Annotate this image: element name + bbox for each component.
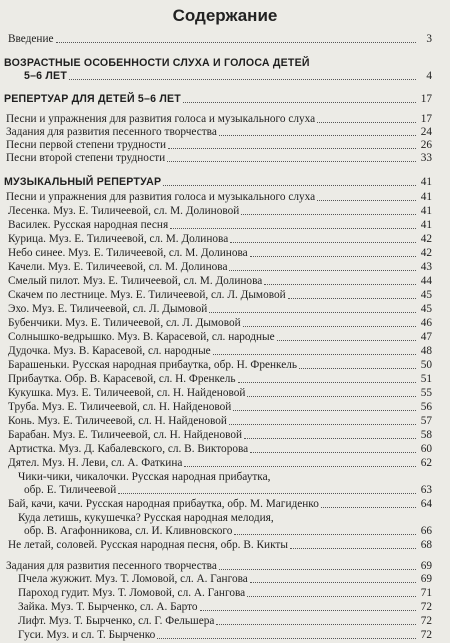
dot-leader xyxy=(299,368,416,369)
toc-entry-title: Смелый пилот. Муз. Е. Тиличеевой, сл. М. Долинова xyxy=(8,275,263,287)
toc-page-number: 62 xyxy=(420,457,432,469)
toc-entry[interactable] xyxy=(0,601,450,614)
toc-entry[interactable] xyxy=(0,345,450,358)
toc-page-number: 26 xyxy=(420,139,432,151)
toc-entry-title: Песни второй степени трудности xyxy=(6,152,166,164)
dot-leader xyxy=(184,466,416,467)
page-title: Содержание xyxy=(172,6,278,25)
toc-entry[interactable] xyxy=(0,275,450,288)
toc-entry-title: Лесенка. Муз. Е. Тиличеевой, сл. М. Долиновой xyxy=(8,205,240,217)
toc-entry[interactable] xyxy=(0,261,450,274)
toc-page-number: 41 xyxy=(420,205,432,217)
toc-entry-title: Песни и упражнения для развития голоса и музыкального слуха xyxy=(6,113,316,125)
dot-leader xyxy=(213,354,416,355)
toc-entry-title: Задания для развития песенного творчества xyxy=(6,560,217,572)
toc-entry-title: Кукушка. Муз. Е. Тиличеевой, сл. Н. Найденовой xyxy=(8,387,246,399)
toc-page-number: 17 xyxy=(420,93,432,105)
toc-entry-title: Эхо. Муз. Е. Тиличеевой, сл. Л. Дымовой xyxy=(8,303,208,315)
toc-entry[interactable] xyxy=(0,93,450,106)
dot-leader xyxy=(183,102,416,103)
dot-leader xyxy=(200,610,416,611)
toc-entry-title: Пароход гудит. Муз. Т. Ломовой, сл. А. Гангова xyxy=(18,587,246,599)
toc-page-number: 51 xyxy=(420,373,432,385)
toc-entry[interactable] xyxy=(0,219,450,232)
toc-entry-title: Труба. Муз. Е. Тиличеевой, сл. Н. Найденовой xyxy=(8,401,232,413)
toc-page-number: 33 xyxy=(420,152,432,164)
toc-entry[interactable] xyxy=(0,152,450,165)
dot-leader xyxy=(238,382,416,383)
toc-page-number: 45 xyxy=(420,303,432,315)
toc-page-number: 17 xyxy=(420,113,432,125)
toc-page-number: 41 xyxy=(420,191,432,203)
toc-page-number: 56 xyxy=(420,401,432,413)
toc-page-number: 69 xyxy=(420,573,432,585)
dot-leader xyxy=(244,438,416,439)
toc-entry-title: Не летай, соловей. Русская народная песня, обр. В. Кикты xyxy=(8,539,288,551)
toc-page-number: 43 xyxy=(420,261,432,273)
toc-entry[interactable] xyxy=(0,139,450,152)
toc-entry[interactable] xyxy=(0,113,450,126)
toc-entry[interactable] xyxy=(0,401,450,414)
toc-entry[interactable] xyxy=(0,539,450,552)
dot-leader xyxy=(243,326,416,327)
toc-entry[interactable] xyxy=(0,233,450,246)
dot-leader xyxy=(247,596,416,597)
toc-page-number: 55 xyxy=(420,387,432,399)
dot-leader xyxy=(170,228,416,229)
toc-page-number: 63 xyxy=(420,484,432,496)
toc-page-number: 44 xyxy=(420,275,432,287)
toc-page-number: 72 xyxy=(420,601,432,613)
dot-leader xyxy=(290,548,416,549)
toc-entry-title: Качели. Муз. Е. Тиличеевой, сл. М. Долинова xyxy=(8,261,228,273)
toc-page-number: 41 xyxy=(420,176,432,188)
toc-entry[interactable] xyxy=(0,615,450,628)
toc-entry[interactable] xyxy=(0,359,450,372)
toc-page-number: 58 xyxy=(420,429,432,441)
toc-entry[interactable] xyxy=(0,57,450,70)
toc-entry-title: Бай, качи, качи. Русская народная прибаутка, обр. М. Магиденко xyxy=(8,498,319,510)
toc-entry-title: 5–6 ЛЕТ xyxy=(24,70,67,82)
dot-leader xyxy=(288,298,416,299)
toc-page-number: 42 xyxy=(420,233,432,245)
dot-leader xyxy=(250,452,416,453)
toc-entry-title: Лифт. Муз. Т. Бырченко, сл. Г. Фельшерa xyxy=(18,615,215,627)
dot-leader xyxy=(229,424,416,425)
dot-leader xyxy=(219,135,416,136)
toc-entry[interactable] xyxy=(0,525,450,538)
dot-leader xyxy=(118,493,416,494)
toc-entry[interactable] xyxy=(0,415,450,428)
toc-entry-title: Прибаутка. Обр. В. Карасевой, сл. Н. Френкель xyxy=(8,373,236,385)
toc-entry-title: Гуси. Муз. и сл. Т. Бырченко xyxy=(18,629,156,641)
toc-entry[interactable] xyxy=(0,512,450,525)
toc-entry[interactable] xyxy=(0,484,450,497)
toc-entry[interactable] xyxy=(0,443,450,456)
toc-page-number: 66 xyxy=(420,525,432,537)
toc-page-number: 45 xyxy=(420,289,432,301)
toc-page-number: 69 xyxy=(420,560,432,572)
toc-page-number: 50 xyxy=(420,359,432,371)
dot-leader xyxy=(250,256,416,257)
toc-page-number: 4 xyxy=(426,70,432,82)
toc-entry-title: ВОЗРАСТНЫЕ ОСОБЕННОСТИ СЛУХА И ГОЛОСА ДЕТЕЙ xyxy=(4,57,310,69)
dot-leader xyxy=(321,507,416,508)
dot-leader xyxy=(247,396,416,397)
toc-entry-title: Песни и упражнения для развития голоса и музыкального слуха xyxy=(6,191,316,203)
toc-entry[interactable] xyxy=(0,331,450,344)
toc-page-number: 60 xyxy=(420,443,432,455)
toc-entry[interactable] xyxy=(0,573,450,586)
dot-leader xyxy=(157,638,416,639)
toc-entry-title: Василек. Русская народная песня xyxy=(8,219,169,231)
toc-page-number: 3 xyxy=(426,33,432,45)
toc-entry-title: Скачем по лестнице. Муз. Е. Тиличеевой, сл. Л. Дымовой xyxy=(8,289,286,301)
toc-entry[interactable] xyxy=(0,373,450,386)
dot-leader xyxy=(163,185,416,186)
toc-entry-title: Барабан. Муз. Е. Тиличеевой, сл. Н. Найденовой xyxy=(8,429,243,441)
dot-leader xyxy=(167,161,416,162)
toc-entry[interactable] xyxy=(0,429,450,442)
toc-entry[interactable] xyxy=(0,629,450,642)
toc-entry-title: Дятел. Муз. Н. Леви, сл. А. Фаткина xyxy=(8,457,183,469)
toc-entry-title: Конь. Муз. Е. Тиличеевой, сл. Н. Найденовой xyxy=(8,415,227,427)
toc-entry[interactable] xyxy=(0,33,450,46)
toc-entry-title: обр. В. Агафонникова, сл. И. Кливновского xyxy=(24,525,233,537)
dot-leader xyxy=(264,284,416,285)
toc-entry-title: МУЗЫКАЛЬНЫЙ РЕПЕРТУАР xyxy=(4,176,162,188)
toc-entry[interactable] xyxy=(0,317,450,330)
toc-page-number: 42 xyxy=(420,247,432,259)
toc-entry[interactable] xyxy=(0,70,450,83)
toc-entry[interactable] xyxy=(0,205,450,218)
toc-entry-title: Артистка. Муз. Д. Кабалевского, сл. В. Викторова xyxy=(8,443,249,455)
toc-entry[interactable] xyxy=(0,126,450,139)
toc-page-number: 41 xyxy=(420,219,432,231)
dot-leader xyxy=(234,534,416,535)
dot-leader xyxy=(56,42,416,43)
toc-page-number: 71 xyxy=(420,587,432,599)
toc-entry-title: Куда летишь, кукушечка? Русская народная мелодия, xyxy=(18,512,274,524)
toc-entry-title: Введение xyxy=(8,33,54,45)
toc-entry[interactable] xyxy=(0,176,450,189)
toc-entry[interactable] xyxy=(0,387,450,400)
toc-entry-title: Бубенчики. Муз. Е. Тиличеевой, сл. Л. Дымовой xyxy=(8,317,241,329)
dot-leader xyxy=(277,340,416,341)
dot-leader xyxy=(168,148,416,149)
toc-entry-title: Солнышко-ведрышко. Муз. В. Карасевой, сл. народные xyxy=(8,331,275,343)
dot-leader xyxy=(317,200,416,201)
toc-page-number: 68 xyxy=(420,539,432,551)
toc-entry[interactable] xyxy=(0,560,450,573)
toc-entry-title: Чики-чики, чикалочки. Русская народная прибаутка, xyxy=(18,471,271,483)
dot-leader xyxy=(241,214,416,215)
toc-page-number: 64 xyxy=(420,498,432,510)
toc-page-number: 47 xyxy=(420,331,432,343)
dot-leader xyxy=(69,79,416,80)
dot-leader xyxy=(250,582,416,583)
dot-leader xyxy=(317,122,416,123)
toc-entry-title: Задания для развития песенного творчества xyxy=(6,126,217,138)
toc-entry[interactable] xyxy=(0,289,450,302)
toc-entry[interactable] xyxy=(0,457,450,470)
dot-leader xyxy=(233,410,416,411)
toc-entry[interactable] xyxy=(0,587,450,600)
toc-entry-title: обр. Е. Тиличеевой xyxy=(24,484,117,496)
toc-entry[interactable] xyxy=(0,191,450,204)
dot-leader xyxy=(209,312,416,313)
toc-entry-title: Пчела жужжит. Муз. Т. Ломовой, сл. А. Гангова xyxy=(18,573,248,585)
toc-entry[interactable] xyxy=(0,303,450,316)
toc-entry[interactable] xyxy=(0,247,450,260)
toc-entry-title: Небо синее. Муз. Е. Тиличеевой, сл. М. Долинова xyxy=(8,247,248,259)
dot-leader xyxy=(229,270,416,271)
toc-page-number: 57 xyxy=(420,415,432,427)
toc-entry-title: Зайка. Муз. Т. Бырченко, сл. А. Барто xyxy=(18,601,198,613)
toc-page-number: 24 xyxy=(420,126,432,138)
toc-page-number: 48 xyxy=(420,345,432,357)
dot-leader xyxy=(230,242,416,243)
toc-entry-title: Песни первой степени трудности xyxy=(6,139,167,151)
toc-page-number: 72 xyxy=(420,615,432,627)
dot-leader xyxy=(219,569,416,570)
toc-entry-title: РЕПЕРТУАР ДЛЯ ДЕТЕЙ 5–6 ЛЕТ xyxy=(4,93,181,105)
toc-entry-title: Дудочка. Муз. В. Карасевой, сл. народные xyxy=(8,345,211,357)
toc-entry[interactable] xyxy=(0,498,450,511)
toc-entry[interactable] xyxy=(0,471,450,484)
toc-page-number: 46 xyxy=(420,317,432,329)
toc-entry-title: Курица. Муз. Е. Тиличеевой, сл. М. Долинова xyxy=(8,233,229,245)
dot-leader xyxy=(216,624,416,625)
toc-page-number: 72 xyxy=(420,629,432,641)
toc-entry-title: Барашеньки. Русская народная прибаутка, обр. Н. Френкель xyxy=(8,359,298,371)
